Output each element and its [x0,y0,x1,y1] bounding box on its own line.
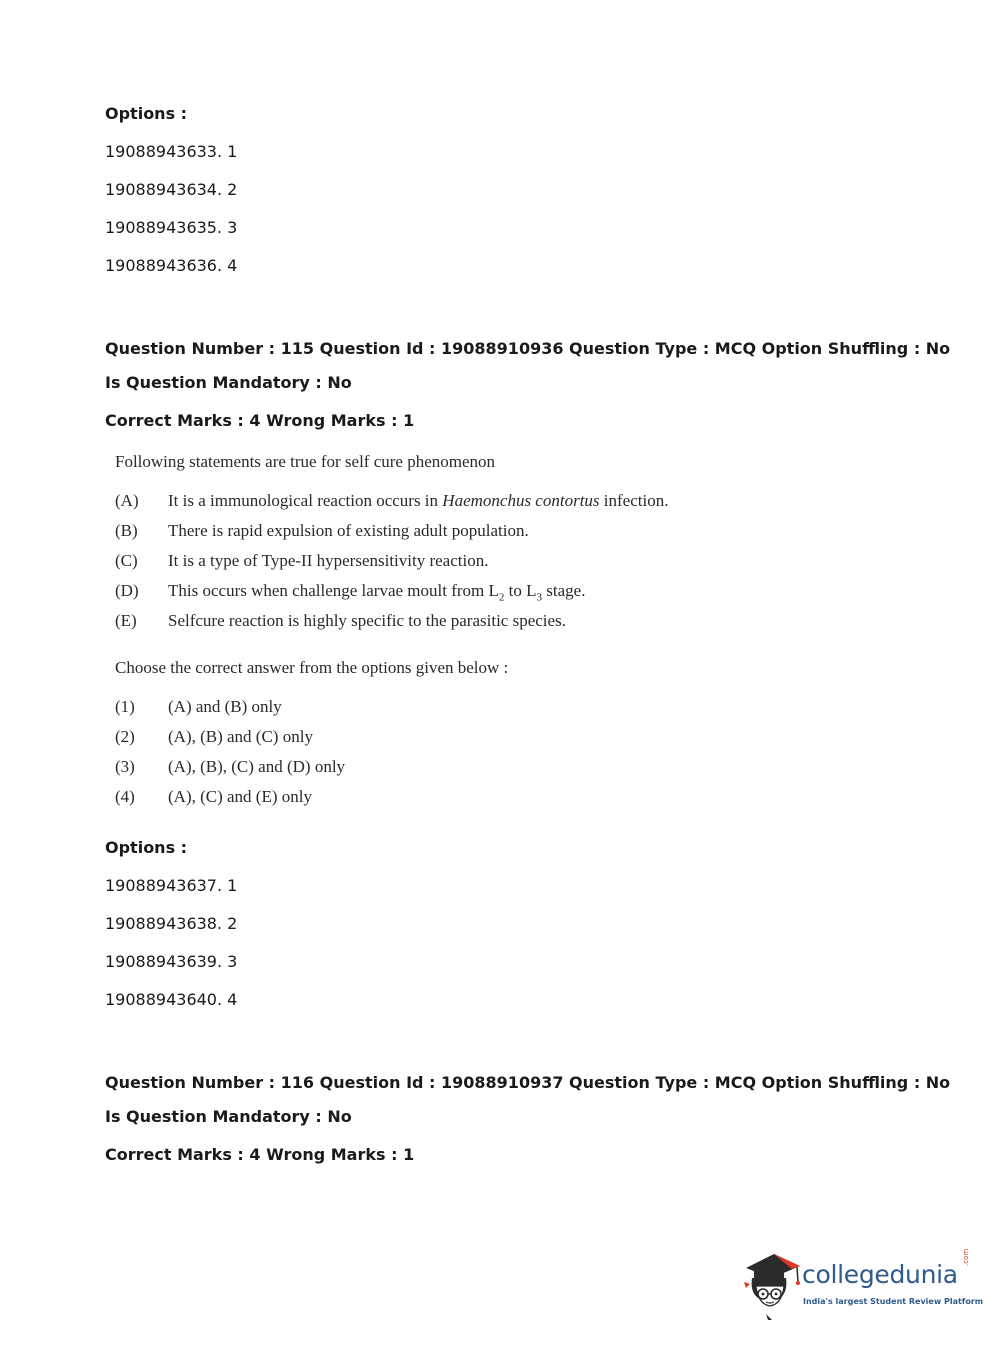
statement-text: It is a type of Type-II hypersensitivity reaction. [168,551,489,570]
option-item: 19088943640. 4 [105,990,238,1009]
option-item: 19088943634. 2 [105,180,238,199]
question-marks: Correct Marks : 4 Wrong Marks : 1 [105,1145,415,1164]
options-label: Options : [105,104,188,123]
statement-label: (A) [115,491,139,510]
statement-text: There is rapid expulsion of existing adult population. [168,521,529,540]
answer-label: (4) [115,787,135,806]
option-item: 19088943633. 1 [105,142,238,161]
logo-wordmark: collegedunia [802,1260,958,1289]
options-label: Options : [105,838,188,857]
answer-text: (A) and (B) only [168,697,282,716]
statement-text: Selfcure reaction is highly specific to the parasitic species. [168,611,566,630]
question-header: Question Number : 115 Question Id : 19088910936 Question Type : MCQ Option Shuffling : No [105,339,951,358]
option-item: 19088943637. 1 [105,876,238,895]
answer-label: (1) [115,697,135,716]
statement-label: (D) [115,581,139,600]
logo-tagline: India's largest Student Review Platform [803,1297,984,1306]
logo-com: .com [962,1248,970,1266]
answer-text: (A), (B), (C) and (D) only [168,757,346,776]
answer-label: (3) [115,757,135,776]
mascot-graduation-cap-icon [740,1248,802,1320]
answer-text: (A), (B) and (C) only [168,727,313,746]
statement-text: This occurs when challenge larvae moult from $L_2$ to $L_3$ stage. [168,581,586,604]
option-item: 19088943639. 3 [105,952,238,971]
question-mandatory: Is Question Mandatory : No [105,1107,352,1126]
statement-text: It is a immunological reaction occurs in Haemonchus contortus infection. [168,491,669,510]
statement-label: (E) [115,611,137,630]
question-mandatory: Is Question Mandatory : No [105,373,352,392]
statement-label: (B) [115,521,138,540]
question-body [115,452,815,812]
option-item: 19088943636. 4 [105,256,238,275]
statement-label: (C) [115,551,138,570]
question-header: Question Number : 116 Question Id : 19088910937 Question Type : MCQ Option Shuffling : No [105,1073,951,1092]
question-intro: Following statements are true for self cure phenomenon [115,452,496,471]
option-item: 19088943635. 3 [105,218,238,237]
choose-instruction: Choose the correct answer from the options given below : [115,658,509,677]
collegedunia-logo [740,1248,984,1323]
answer-text: (A), (C) and (E) only [168,787,312,806]
answer-label: (2) [115,727,135,746]
question-marks: Correct Marks : 4 Wrong Marks : 1 [105,411,415,430]
option-item: 19088943638. 2 [105,914,238,933]
